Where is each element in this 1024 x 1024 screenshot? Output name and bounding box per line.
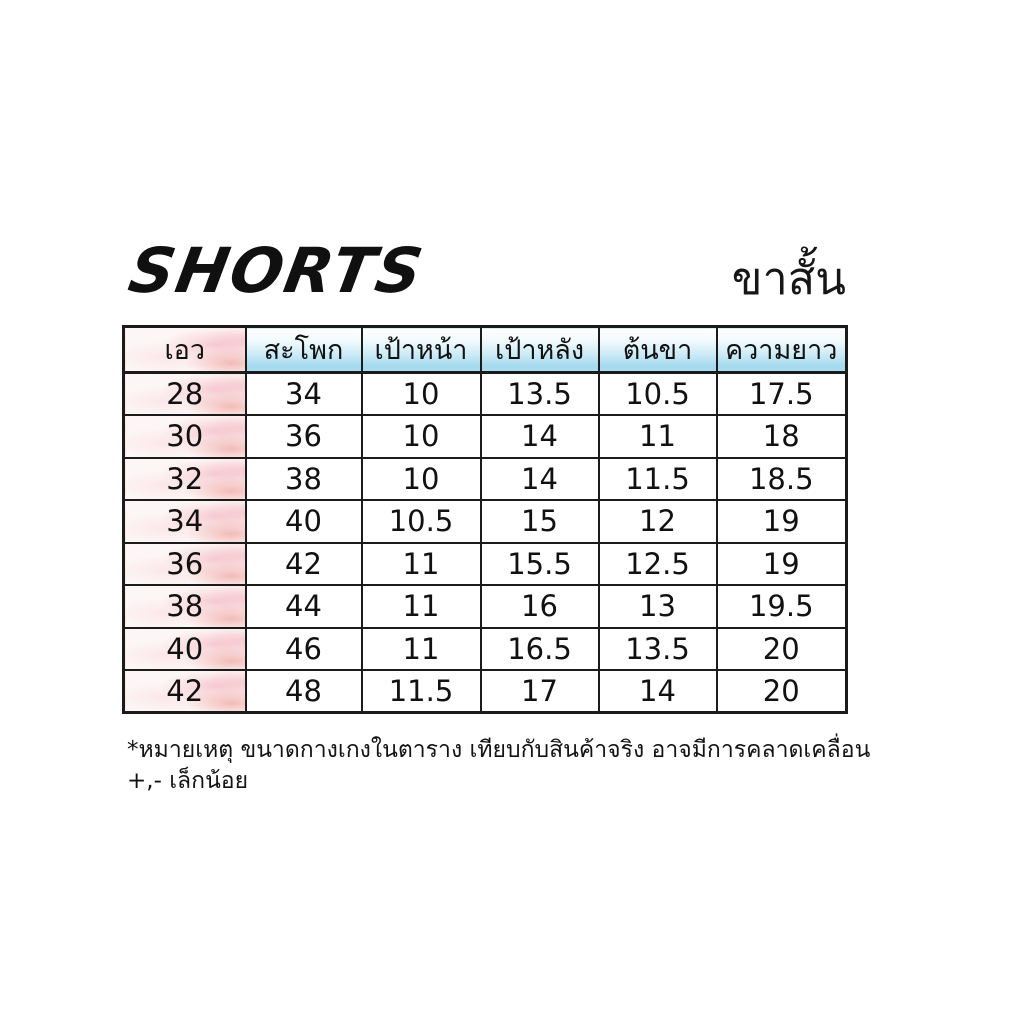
table-row <box>124 373 847 416</box>
header-row <box>124 327 847 373</box>
cell-back-rise: 17 <box>481 670 599 713</box>
table-row <box>124 585 847 628</box>
cell-hip: 48 <box>246 670 362 713</box>
page-subtitle-thai: ขาสั้น <box>731 252 846 305</box>
column-header-thigh: ต้นขา <box>599 327 717 373</box>
cell-front-rise: 11 <box>362 628 481 671</box>
table-row <box>124 628 847 671</box>
table-row <box>124 415 847 458</box>
cell-back-rise: 15 <box>481 500 599 543</box>
column-header-back-rise: เป้าหลัง <box>481 327 599 373</box>
cell-length: 20 <box>717 670 847 713</box>
cell-waist: 28 <box>124 373 246 416</box>
cell-front-rise: 11 <box>362 543 481 586</box>
cell-length: 17.5 <box>717 373 847 416</box>
cell-thigh: 13.5 <box>599 628 717 671</box>
cell-hip: 40 <box>246 500 362 543</box>
cell-length: 19 <box>717 500 847 543</box>
cell-length: 19.5 <box>717 585 847 628</box>
cell-thigh: 11.5 <box>599 458 717 501</box>
cell-thigh: 12 <box>599 500 717 543</box>
cell-thigh: 14 <box>599 670 717 713</box>
disclaimer-footnote: *หมายเหตุ ขนาดกางเกงในตาราง เทียบกับสินค้าจริง อาจมีการคลาดเคลื่อน +,- เล็กน้อย <box>127 737 871 795</box>
cell-length: 19 <box>717 543 847 586</box>
column-header-waist: เอว <box>124 327 246 373</box>
cell-waist: 32 <box>124 458 246 501</box>
cell-waist: 40 <box>124 628 246 671</box>
cell-front-rise: 11 <box>362 585 481 628</box>
cell-back-rise: 13.5 <box>481 373 599 416</box>
cell-front-rise: 10.5 <box>362 500 481 543</box>
cell-thigh: 11 <box>599 415 717 458</box>
cell-front-rise: 10 <box>362 458 481 501</box>
cell-hip: 46 <box>246 628 362 671</box>
table-row <box>124 670 847 713</box>
table-row <box>124 458 847 501</box>
cell-front-rise: 10 <box>362 373 481 416</box>
cell-thigh: 10.5 <box>599 373 717 416</box>
page-title: SHORTS <box>123 234 430 307</box>
cell-front-rise: 11.5 <box>362 670 481 713</box>
table-row <box>124 543 847 586</box>
cell-waist: 42 <box>124 670 246 713</box>
cell-hip: 36 <box>246 415 362 458</box>
column-header-front-rise: เป้าหน้า <box>362 327 481 373</box>
cell-hip: 38 <box>246 458 362 501</box>
cell-waist: 34 <box>124 500 246 543</box>
column-header-length: ความยาว <box>717 327 847 373</box>
cell-hip: 44 <box>246 585 362 628</box>
cell-length: 18.5 <box>717 458 847 501</box>
table-row <box>124 500 847 543</box>
cell-back-rise: 16.5 <box>481 628 599 671</box>
cell-length: 20 <box>717 628 847 671</box>
cell-front-rise: 10 <box>362 415 481 458</box>
cell-thigh: 12.5 <box>599 543 717 586</box>
cell-length: 18 <box>717 415 847 458</box>
size-chart-table <box>122 325 848 714</box>
cell-back-rise: 14 <box>481 458 599 501</box>
column-header-hip: สะโพก <box>246 327 362 373</box>
cell-hip: 42 <box>246 543 362 586</box>
cell-hip: 34 <box>246 373 362 416</box>
cell-waist: 36 <box>124 543 246 586</box>
cell-back-rise: 16 <box>481 585 599 628</box>
cell-waist: 38 <box>124 585 246 628</box>
cell-waist: 30 <box>124 415 246 458</box>
cell-thigh: 13 <box>599 585 717 628</box>
cell-back-rise: 15.5 <box>481 543 599 586</box>
cell-back-rise: 14 <box>481 415 599 458</box>
